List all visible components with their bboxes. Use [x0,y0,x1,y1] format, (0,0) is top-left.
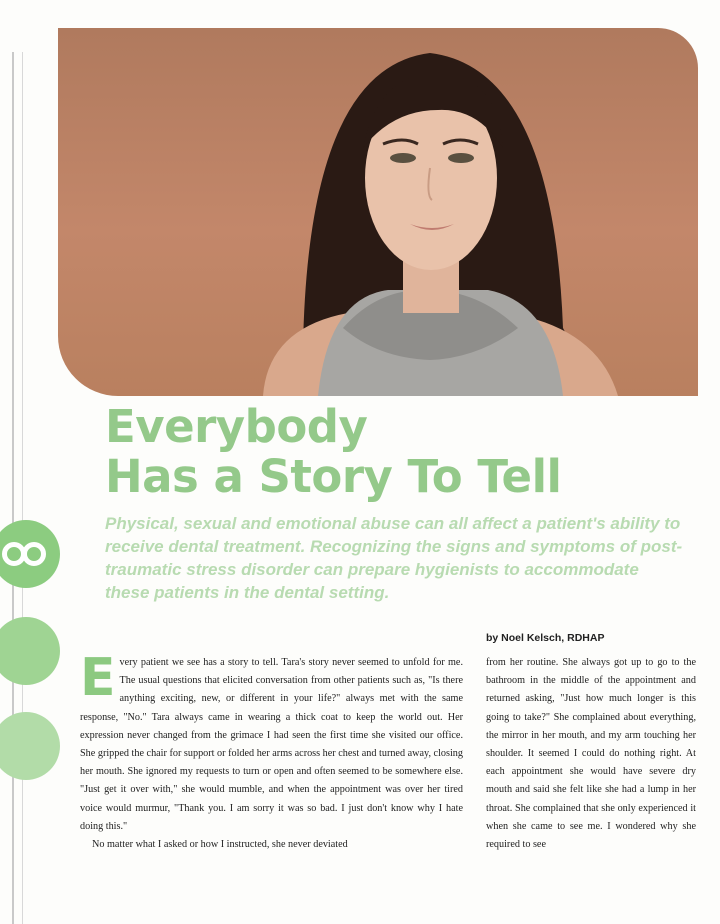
page-margin-rule [12,52,14,924]
article-deck: Physical, sexual and emotional abuse can all affect a patient's ability to receive dental treatment. Recognizing the signs and symptoms of post-traumatic stress disorder can prepare hygienists to accommodate these patients in the dental setting. [105,514,683,602]
article-title [105,402,561,502]
article-title-line-1: Everybody [105,400,368,453]
portrait-illustration [58,28,698,396]
body-column-2 [486,654,696,854]
double-ring-logo-icon [0,520,60,588]
decorative-circle [0,712,60,780]
decorative-circle [0,617,60,685]
body-column-1 [80,648,463,854]
article-title-line-2: Has a Story To Tell [105,450,562,503]
drop-cap: E [80,648,116,708]
body-paragraph: No matter what I asked or how I instructed, she never deviated [92,839,348,851]
article-byline: by Noel Kelsch, RDHAP [486,632,605,644]
page-margin-rule-inner [22,52,23,924]
body-paragraph: from her routine. She always got up to go to the bathroom in the middle of the appointment and returned asking, "Just how much longer is this going to take?" She complained about everything, the mirror in her mouth, and my arm touching her shoulder. It seemed I could do nothing right. At each appointment she would have severe dry mouth and said she felt like she had a lump in her throat. She complained that she only experienced it when she came to see me. I wondered why she required to see [486,657,696,851]
body-paragraph: very patient we see has a story to tell. Tara's story never seemed to unfold for me. The usual questions that elicited conversation from other patients such as, "Is there anything exciting, new, or different in your life?" always met with the same response, "No." Tara always came in wearing a thick coat to keep the world out. Her expression never changed from the grimace I had seen the first time she visited our office. She gripped the chair for support or folded her arms across her chest and turned away, closing her mouth. She ignored my requests to turn or open and often seemed to be somewhere else. "Just get it over with," she would mumble, and when the appointment was over her tired voice would murmur, "Thank you. I am sorry it was so bad. I just don't know why I hate doing this." [80,657,463,832]
article-photo [58,28,698,396]
